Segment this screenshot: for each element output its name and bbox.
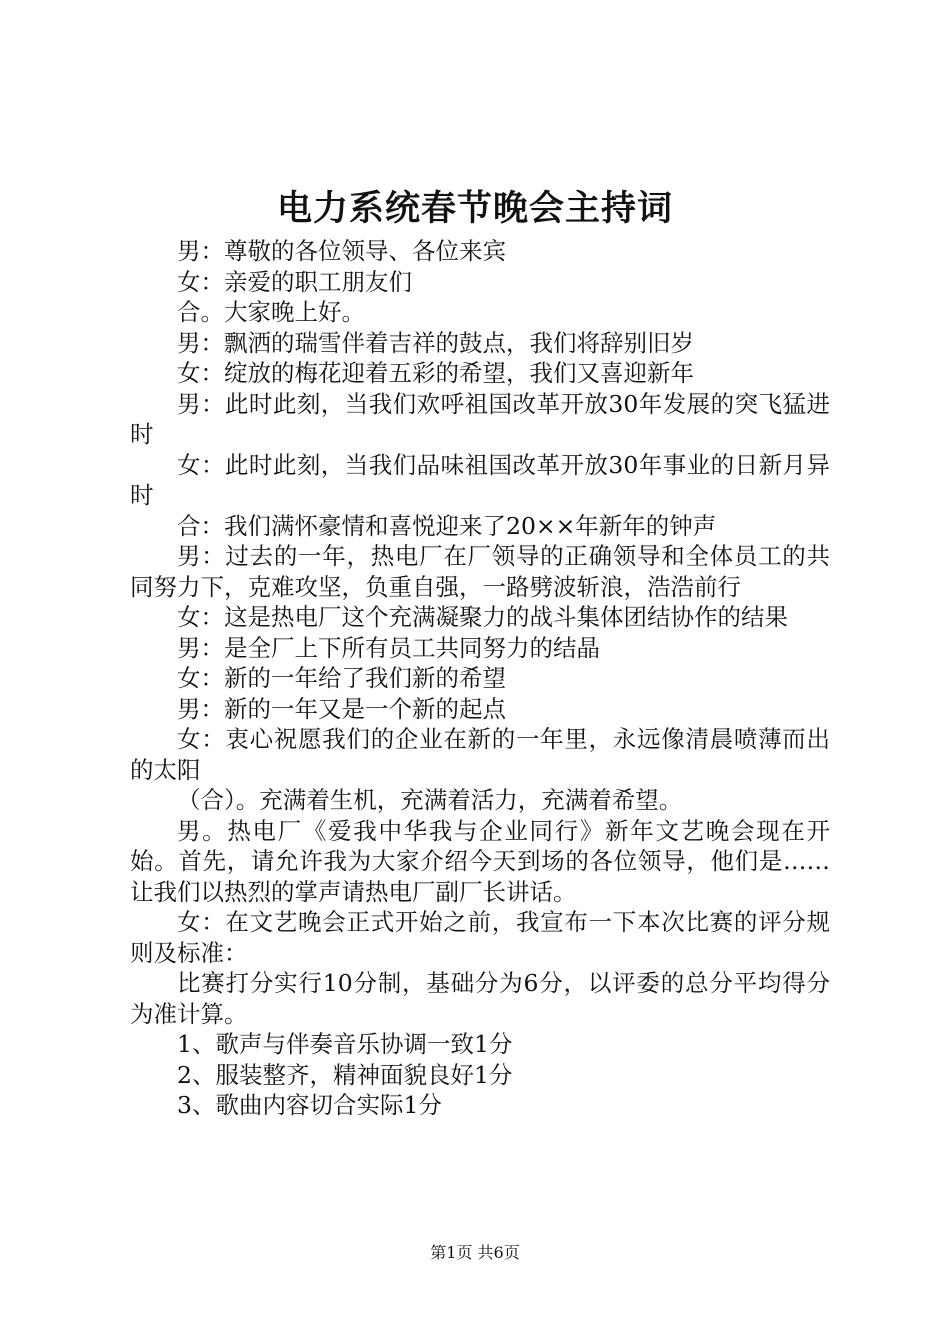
list-item: 2、服装整齐，精神面貌良好1分 — [177, 1060, 513, 1089]
paragraph: （合）。充满着生机，充满着活力，充满着希望。 — [177, 786, 683, 814]
paragraph: 男。热电厂《爱我中华我与企业同行》新年文艺晚会现在开始。首先，请允许我为大家介绍今天到场的各位领导，他们是……让我们以热烈的掌声请热电厂副厂长讲话。 — [130, 816, 830, 906]
paragraph: 男：过去的一年，热电厂在厂领导的正确领导和全体员工的共同努力下，克难攻坚，负重自强，一路劈波斩浪，浩浩前行 — [130, 542, 830, 601]
paragraph: 男：新的一年又是一个新的起点 — [177, 694, 506, 723]
document-body — [130, 236, 830, 1121]
paragraph: 男：尊敬的各位领导、各位来宾 — [177, 237, 506, 265]
paragraph: 女：这是热电厂这个充满凝聚力的战斗集体团结协作的结果 — [177, 603, 788, 631]
paragraph: 男：飘洒的瑞雪伴着吉祥的鼓点，我们将辞别旧岁 — [177, 328, 694, 357]
paragraph: 合：我们满怀豪情和喜悦迎来了20××年新年的钟声 — [177, 511, 717, 540]
page-title: 电力系统春节晚会主持词 — [276, 188, 673, 229]
paragraph: 女：亲爱的职工朋友们 — [177, 267, 412, 296]
paragraph: 女：新的一年给了我们新的希望 — [177, 664, 506, 692]
paragraph: 合。大家晚上好。 — [177, 298, 365, 326]
paragraph: 女：衷心祝愿我们的企业在新的一年里，永远像清晨喷薄而出的太阳 — [130, 725, 830, 784]
list-item: 3、歌曲内容切合实际1分 — [177, 1091, 442, 1119]
paragraph: 比赛打分实行10分制，基础分为6分，以评委的总分平均得分为准计算。 — [130, 969, 830, 1028]
paragraph: 女：此时此刻，当我们品味祖国改革开放30年事业的日新月异时 — [130, 450, 830, 509]
list-item: 1、歌声与伴奏音乐协调一致1分 — [177, 1030, 513, 1058]
paragraph: 女：绽放的梅花迎着五彩的希望，我们又喜迎新年 — [177, 359, 694, 387]
page-footer: 第1页 共6页 — [430, 1243, 520, 1262]
paragraph: 女：在文艺晚会正式开始之前，我宣布一下本次比赛的评分规则及标准： — [130, 908, 830, 967]
paragraph: 男：此时此刻，当我们欢呼祖国改革开放30年发展的突飞猛进时 — [130, 389, 830, 448]
paragraph: 男：是全厂上下所有员工共同努力的结晶 — [177, 633, 600, 662]
